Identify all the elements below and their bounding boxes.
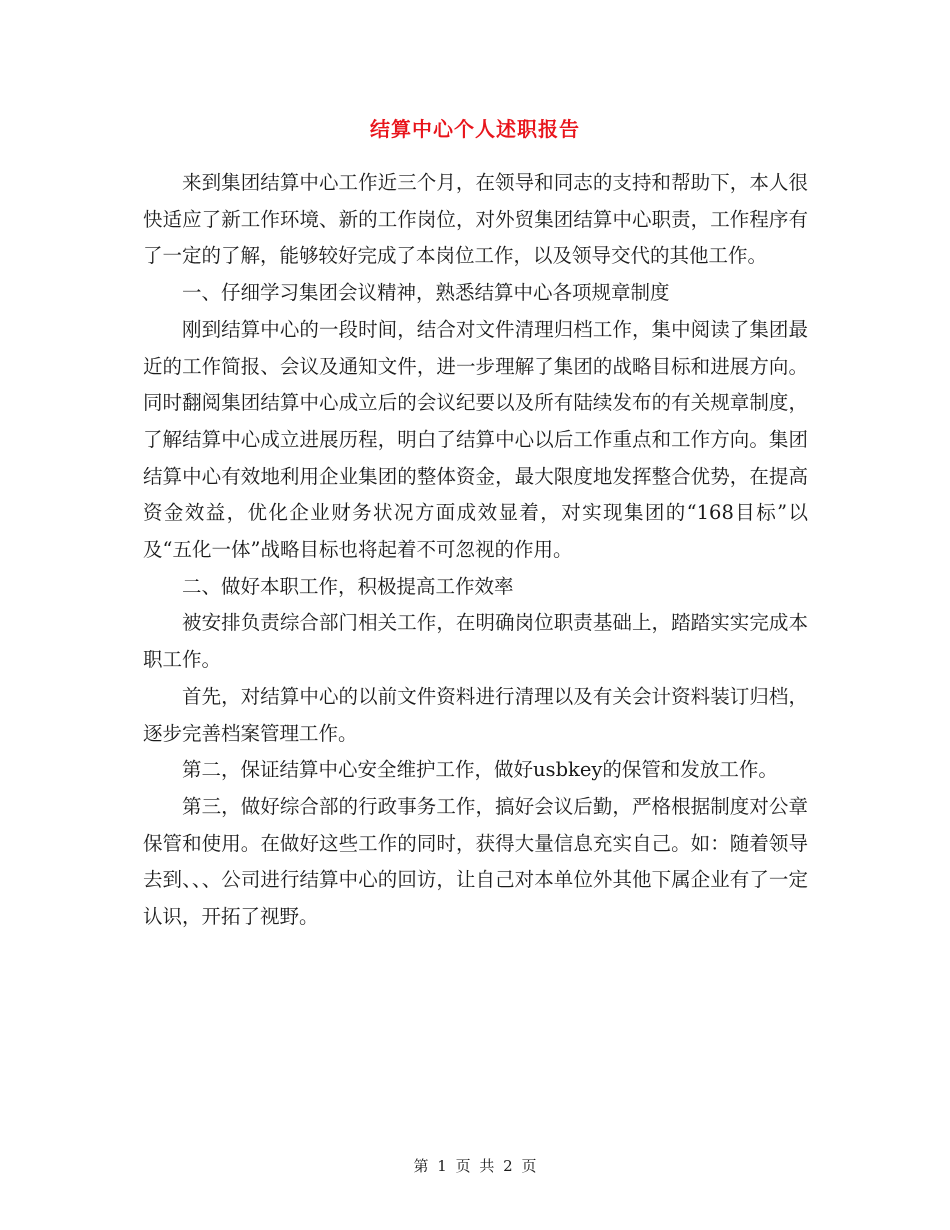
section-heading-1: 一、仔细学习集团会议精神，熟悉结算中心各项规章制度	[182, 281, 670, 305]
document-body	[143, 165, 808, 936]
paragraph-duties: 被安排负责综合部门相关工作，在明确岗位职责基础上，踏踏实实完成本职工作。	[143, 611, 808, 672]
paragraph-intro: 来到集团结算中心工作近三个月，在领导和同志的支持和帮助下，本人很快适应了新工作环境、新的工作岗位，对外贸集团结算中心职责，工作程序有了一定的了解，能够较好完成了本岗位工作，以及领导交代的其他工作。	[143, 171, 808, 268]
document-title: 结算中心个人述职报告	[370, 117, 580, 141]
page-number-footer: 第 1 页 共 2 页	[413, 1157, 537, 1175]
paragraph-second: 第二，保证结算中心安全维护工作，做好usbkey的保管和发放工作。	[182, 758, 778, 782]
section-heading-2: 二、做好本职工作，积极提高工作效率	[182, 574, 514, 598]
paragraph-third: 第三，做好综合部的行政事务工作，搞好会议后勤，严格根据制度对公章保管和使用。在做好这些工作的同时，获得大量信息充实自己。如：随着领导去到、、、公司进行结算中心的回访，让自己对本单位外其他下属企业有了一定认识，开拓了视野。	[143, 794, 808, 929]
paragraph-section-1: 刚到结算中心的一段时间，结合对文件清理归档工作，集中阅读了集团最近的工作简报、会议及通知文件，进一步理解了集团的战略目标和进展方向。同时翻阅集团结算中心成立后的会议纪要以及所有陆续发布的有关规章制度，了解结算中心成立进展历程，明白了结算中心以后工作重点和工作方向。集团结算中心有效地利用企业集团的整体资金，最大限度地发挥整合优势，在提高资金效益，优化企业财务状况方面成效显着，对实现集团的“168目标”以及“五化一体”战略目标也将起着不可忽视的作用。	[143, 317, 808, 562]
paragraph-first: 首先，对结算中心的以前文件资料进行清理以及有关会计资料装订归档，逐步完善档案管理工作。	[143, 684, 808, 745]
